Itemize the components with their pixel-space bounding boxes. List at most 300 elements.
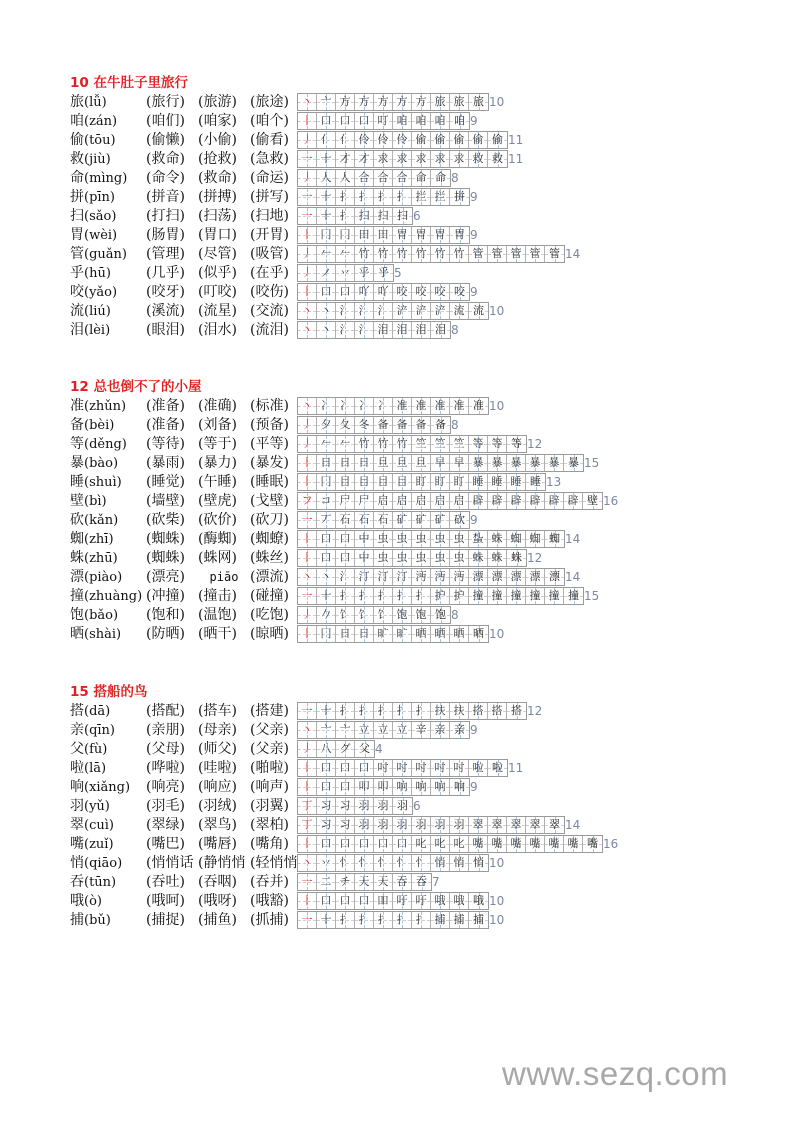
stroke-cell bbox=[317, 455, 336, 471]
stroke-count: 7 bbox=[432, 875, 440, 889]
stroke-count: 10 bbox=[489, 95, 505, 109]
example-words bbox=[146, 892, 302, 911]
stroke-glyph: 捕 bbox=[453, 913, 465, 926]
stroke-cell bbox=[545, 817, 564, 833]
stroke-cell bbox=[393, 417, 412, 433]
example-word: (交流) bbox=[250, 303, 289, 319]
stroke-cell bbox=[431, 531, 450, 547]
stroke-order-grid bbox=[297, 778, 470, 796]
example-word: (壁虎) bbox=[198, 493, 237, 509]
stroke-glyph: 丨 bbox=[301, 456, 313, 469]
stroke-count: 10 bbox=[489, 627, 505, 641]
stroke-cell bbox=[374, 113, 393, 129]
lesson-title: 12 总也倒不了的小屋 bbox=[70, 379, 202, 395]
stroke-cell bbox=[336, 817, 355, 833]
stroke-cell bbox=[507, 588, 526, 604]
example-word: (旅途) bbox=[250, 94, 289, 110]
stroke-cell bbox=[336, 455, 355, 471]
stroke-cell bbox=[317, 322, 336, 338]
stroke-cell bbox=[431, 912, 450, 928]
stroke-cell bbox=[298, 626, 317, 642]
stroke-cell bbox=[564, 588, 583, 604]
stroke-glyph: 口 bbox=[339, 780, 351, 793]
stroke-cell bbox=[393, 607, 412, 623]
lesson-section bbox=[70, 683, 619, 930]
example-word: (晾晒) bbox=[250, 626, 289, 642]
stroke-cell bbox=[431, 170, 450, 186]
example-word: (吸管) bbox=[250, 246, 289, 262]
character: 备 bbox=[70, 417, 84, 433]
stroke-glyph: 饱 bbox=[435, 608, 446, 621]
character-row bbox=[70, 264, 402, 283]
stroke-order-grid bbox=[297, 435, 527, 453]
stroke-glyph: 嘴 bbox=[548, 837, 560, 850]
stroke-glyph: 口 bbox=[320, 114, 332, 127]
stroke-glyph: 石 bbox=[339, 513, 351, 526]
stroke-order-grid bbox=[297, 740, 375, 758]
character-row bbox=[70, 454, 600, 473]
example-words bbox=[146, 740, 302, 759]
stroke-glyph: 旷 bbox=[396, 627, 408, 640]
stroke-glyph: 一 bbox=[301, 875, 313, 888]
stroke-glyph: 扌 bbox=[377, 589, 389, 602]
stroke-glyph: 十 bbox=[320, 704, 332, 717]
stroke-cell bbox=[298, 265, 317, 281]
stroke-glyph: 漂 bbox=[510, 570, 522, 583]
stroke-glyph: 目 bbox=[358, 475, 370, 488]
stroke-cell bbox=[412, 626, 431, 642]
stroke-glyph: 拼 bbox=[454, 190, 465, 203]
stroke-cell bbox=[336, 417, 355, 433]
stroke-cell bbox=[393, 836, 412, 852]
stroke-cell bbox=[317, 626, 336, 642]
stroke-cell bbox=[393, 493, 412, 509]
stroke-glyph: 拦 bbox=[415, 190, 427, 203]
stroke-cell bbox=[469, 760, 488, 776]
pinyin: (shài) bbox=[84, 627, 122, 642]
stroke-cell bbox=[412, 703, 431, 719]
stroke-glyph: 辟 bbox=[567, 494, 579, 507]
example-word: (砍柴) bbox=[146, 512, 185, 528]
stroke-cell bbox=[355, 607, 374, 623]
example-words bbox=[146, 873, 302, 892]
example-word: (亲朋) bbox=[146, 722, 185, 738]
stroke-cell bbox=[450, 151, 469, 167]
character: 等 bbox=[70, 436, 84, 452]
stroke-cell bbox=[298, 874, 317, 890]
stroke-cell bbox=[317, 284, 336, 300]
example-word: (咱们) bbox=[146, 113, 185, 129]
character-row bbox=[70, 169, 459, 188]
stroke-cell bbox=[469, 94, 488, 110]
character-heading bbox=[70, 226, 146, 245]
character-row bbox=[70, 435, 543, 454]
stroke-cell bbox=[336, 284, 355, 300]
stroke-glyph: 胃 bbox=[454, 228, 465, 241]
pinyin: (lā) bbox=[84, 761, 107, 776]
stroke-glyph: 救 bbox=[472, 152, 484, 165]
stroke-glyph: 口 bbox=[320, 780, 332, 793]
stroke-glyph: 一 bbox=[301, 513, 313, 526]
stroke-cell bbox=[336, 798, 355, 814]
stroke-glyph: 丨 bbox=[301, 532, 313, 545]
stroke-glyph: 口 bbox=[339, 837, 351, 850]
stroke-glyph: 蛛 bbox=[491, 551, 503, 564]
stroke-cell bbox=[317, 836, 336, 852]
stroke-cell bbox=[374, 893, 393, 909]
stroke-glyph: 叱 bbox=[415, 837, 427, 850]
pinyin: (lèi) bbox=[84, 323, 111, 338]
example-word: (悄悄话 bbox=[146, 855, 194, 871]
stroke-glyph: 嘴 bbox=[529, 837, 541, 850]
stroke-count: 12 bbox=[527, 551, 543, 565]
stroke-cell bbox=[355, 94, 374, 110]
stroke-cell bbox=[336, 208, 355, 224]
stroke-glyph: 旦 bbox=[377, 456, 389, 469]
stroke-cell bbox=[355, 284, 374, 300]
stroke-cell bbox=[355, 836, 374, 852]
character-heading bbox=[70, 264, 146, 283]
stroke-order-grid bbox=[297, 397, 489, 415]
stroke-glyph: 偷 bbox=[415, 133, 427, 146]
stroke-glyph: 扌 bbox=[358, 589, 370, 602]
stroke-glyph: 等 bbox=[491, 437, 503, 450]
stroke-glyph: 蛛 bbox=[511, 551, 522, 564]
pinyin: (bǔ) bbox=[84, 913, 111, 928]
stroke-glyph: 才 bbox=[339, 152, 351, 165]
stroke-glyph: 𠂉 bbox=[320, 247, 332, 260]
stroke-cell bbox=[374, 550, 393, 566]
stroke-glyph: 口 bbox=[320, 285, 332, 298]
stroke-cell bbox=[488, 817, 507, 833]
stroke-glyph: 咬 bbox=[415, 285, 427, 298]
stroke-cell bbox=[393, 170, 412, 186]
stroke-glyph: 口 bbox=[358, 894, 370, 907]
character-heading bbox=[70, 911, 146, 930]
stroke-cell bbox=[507, 550, 526, 566]
stroke-cell bbox=[317, 208, 336, 224]
stroke-cell bbox=[336, 189, 355, 205]
stroke-glyph: 命 bbox=[435, 171, 446, 184]
stroke-cell bbox=[374, 703, 393, 719]
example-word: (搭建) bbox=[250, 703, 289, 719]
example-word: (哇啦) bbox=[198, 760, 237, 776]
stroke-cell bbox=[355, 417, 374, 433]
stroke-cell bbox=[374, 493, 393, 509]
stroke-cell bbox=[298, 817, 317, 833]
stroke-glyph: 竺 bbox=[415, 437, 427, 450]
stroke-glyph: 护 bbox=[453, 589, 465, 602]
character-heading bbox=[70, 93, 146, 112]
stroke-glyph: 扌 bbox=[415, 704, 427, 717]
pinyin: (zhǔn) bbox=[84, 399, 127, 414]
character-row bbox=[70, 283, 478, 302]
stroke-cell bbox=[374, 626, 393, 642]
stroke-glyph: 叮 bbox=[377, 114, 389, 127]
stroke-count: 9 bbox=[470, 723, 478, 737]
stroke-cell bbox=[412, 151, 431, 167]
stroke-cell bbox=[317, 703, 336, 719]
stroke-cell bbox=[431, 113, 450, 129]
stroke-glyph: 管 bbox=[472, 247, 484, 260]
stroke-glyph: 饣 bbox=[358, 608, 370, 621]
stroke-cell bbox=[431, 94, 450, 110]
stroke-count: 14 bbox=[565, 818, 581, 832]
stroke-cell bbox=[393, 151, 412, 167]
stroke-cell bbox=[412, 474, 431, 490]
example-words bbox=[146, 568, 302, 587]
stroke-count: 9 bbox=[470, 780, 478, 794]
stroke-cell bbox=[317, 94, 336, 110]
stroke-cell bbox=[412, 722, 431, 738]
stroke-cell bbox=[393, 703, 412, 719]
stroke-cell bbox=[412, 779, 431, 795]
example-words bbox=[146, 473, 302, 492]
stroke-cell bbox=[450, 398, 469, 414]
stroke-cell bbox=[336, 303, 355, 319]
stroke-glyph: 丶 bbox=[301, 399, 313, 412]
stroke-glyph: 求 bbox=[377, 152, 389, 165]
stroke-glyph: 尸 bbox=[339, 494, 351, 507]
stroke-cell bbox=[583, 493, 602, 509]
stroke-cell bbox=[374, 94, 393, 110]
stroke-glyph: 砍 bbox=[454, 513, 465, 526]
stroke-order-grid bbox=[297, 511, 470, 529]
stroke-cell bbox=[298, 151, 317, 167]
stroke-cell bbox=[355, 893, 374, 909]
example-word: (准确) bbox=[198, 398, 237, 414]
stroke-cell bbox=[412, 132, 431, 148]
stroke-cell bbox=[450, 588, 469, 604]
stroke-cell bbox=[393, 722, 412, 738]
example-word: (胃口) bbox=[198, 227, 237, 243]
stroke-glyph: 乎 bbox=[378, 266, 389, 279]
stroke-cell bbox=[526, 817, 545, 833]
stroke-glyph: 八 bbox=[320, 742, 332, 755]
stroke-cell bbox=[336, 550, 355, 566]
stroke-cell bbox=[298, 208, 317, 224]
character: 晒 bbox=[70, 626, 84, 642]
stroke-cell bbox=[393, 398, 412, 414]
stroke-cell bbox=[393, 189, 412, 205]
stroke-glyph: 扶 bbox=[434, 704, 446, 717]
stroke-cell bbox=[336, 912, 355, 928]
character-heading bbox=[70, 454, 146, 473]
character-row bbox=[70, 207, 421, 226]
character-heading bbox=[70, 492, 146, 511]
example-word: (翠柏) bbox=[250, 817, 289, 833]
stroke-cell bbox=[431, 817, 450, 833]
stroke-glyph: 亻 bbox=[339, 133, 351, 146]
stroke-glyph: 蜘 bbox=[549, 532, 560, 545]
stroke-cell bbox=[469, 436, 488, 452]
stroke-cell bbox=[317, 417, 336, 433]
stroke-glyph: 竹 bbox=[415, 247, 427, 260]
stroke-cell bbox=[355, 741, 374, 757]
example-word: (抢救) bbox=[198, 151, 237, 167]
stroke-glyph: 二 bbox=[320, 875, 332, 888]
stroke-cell bbox=[374, 246, 393, 262]
stroke-cell bbox=[336, 436, 355, 452]
stroke-cell bbox=[355, 113, 374, 129]
stroke-order-grid bbox=[297, 416, 451, 434]
stroke-cell bbox=[469, 151, 488, 167]
stroke-cell bbox=[355, 760, 374, 776]
stroke-cell bbox=[355, 227, 374, 243]
stroke-cell bbox=[507, 474, 526, 490]
example-word: (肠胃) bbox=[146, 227, 185, 243]
stroke-cell bbox=[431, 284, 450, 300]
stroke-cell bbox=[545, 493, 564, 509]
stroke-glyph: 日 bbox=[358, 456, 370, 469]
example-word: (急救) bbox=[250, 151, 289, 167]
stroke-count: 5 bbox=[394, 266, 402, 280]
example-words bbox=[146, 397, 302, 416]
stroke-glyph: 方 bbox=[415, 95, 427, 108]
lesson-section bbox=[70, 74, 581, 340]
stroke-glyph: 辟 bbox=[510, 494, 522, 507]
stroke-glyph: 饣 bbox=[339, 608, 351, 621]
example-word: (等于) bbox=[198, 436, 237, 452]
stroke-cell bbox=[374, 151, 393, 167]
stroke-cell bbox=[450, 512, 469, 528]
character: 管 bbox=[70, 246, 84, 262]
stroke-glyph: 丷 bbox=[320, 856, 332, 869]
example-words bbox=[146, 207, 302, 226]
stroke-glyph: 晒 bbox=[415, 627, 427, 640]
example-word: (轻悄悄 bbox=[250, 855, 298, 871]
stroke-cell bbox=[355, 588, 374, 604]
stroke-glyph: 饱 bbox=[396, 608, 408, 621]
example-word: (父母) bbox=[146, 741, 185, 757]
character-row bbox=[70, 702, 543, 721]
example-words bbox=[146, 854, 302, 873]
stroke-glyph: 羽 bbox=[377, 799, 389, 812]
example-words bbox=[146, 625, 302, 644]
stroke-cell bbox=[298, 893, 317, 909]
example-word: (冲撞) bbox=[146, 588, 185, 604]
stroke-glyph: 流 bbox=[473, 304, 484, 317]
stroke-glyph: 虫 bbox=[415, 532, 427, 545]
stroke-glyph: 丶 bbox=[301, 723, 313, 736]
character: 壁 bbox=[70, 493, 84, 509]
stroke-glyph: 偷 bbox=[472, 133, 484, 146]
character: 泪 bbox=[70, 322, 84, 338]
stroke-cell bbox=[317, 531, 336, 547]
stroke-glyph: 准 bbox=[415, 399, 427, 412]
character: 胃 bbox=[70, 227, 84, 243]
stroke-glyph: 翠 bbox=[472, 818, 484, 831]
stroke-cell bbox=[526, 246, 545, 262]
stroke-cell bbox=[393, 94, 412, 110]
stroke-cell bbox=[317, 113, 336, 129]
stroke-count: 10 bbox=[489, 913, 505, 927]
stroke-cell bbox=[298, 227, 317, 243]
stroke-cell bbox=[431, 512, 450, 528]
character: 命 bbox=[70, 170, 84, 186]
stroke-cell bbox=[393, 626, 412, 642]
stroke-glyph: 扫 bbox=[377, 209, 389, 222]
stroke-cell bbox=[336, 855, 355, 871]
stroke-glyph: 亠 bbox=[339, 723, 351, 736]
stroke-glyph: 翠 bbox=[549, 818, 560, 831]
example-word: (等待) bbox=[146, 436, 185, 452]
example-word: (命运) bbox=[250, 170, 289, 186]
stroke-count: 9 bbox=[470, 285, 478, 299]
stroke-cell bbox=[374, 436, 393, 452]
stroke-glyph: 竺 bbox=[434, 437, 446, 450]
example-word: (几乎) bbox=[146, 265, 185, 281]
stroke-cell bbox=[336, 474, 355, 490]
stroke-cell bbox=[412, 170, 431, 186]
stroke-cell bbox=[374, 227, 393, 243]
character-row bbox=[70, 245, 581, 264]
stroke-glyph: 冫 bbox=[320, 399, 332, 412]
stroke-cell bbox=[298, 760, 317, 776]
example-word: (哦豁) bbox=[250, 893, 289, 909]
stroke-glyph: 蚻 bbox=[472, 532, 484, 545]
example-word: (咬伤) bbox=[250, 284, 289, 300]
pinyin: (yǔ) bbox=[84, 799, 110, 814]
example-words bbox=[146, 283, 302, 302]
stroke-glyph: 虫 bbox=[453, 532, 465, 545]
stroke-cell bbox=[374, 760, 393, 776]
stroke-cell bbox=[393, 322, 412, 338]
stroke-glyph: 十 bbox=[320, 190, 332, 203]
stroke-glyph: 扌 bbox=[396, 913, 408, 926]
stroke-cell bbox=[298, 94, 317, 110]
stroke-cell bbox=[317, 227, 336, 243]
stroke-glyph: 等 bbox=[511, 437, 522, 450]
character: 哦 bbox=[70, 893, 84, 909]
character-heading bbox=[70, 473, 146, 492]
stroke-count: 12 bbox=[527, 437, 543, 451]
stroke-glyph: 管 bbox=[529, 247, 541, 260]
stroke-cell bbox=[469, 303, 488, 319]
example-word: (哗啦) bbox=[146, 760, 185, 776]
character-heading bbox=[70, 835, 146, 854]
stroke-cell bbox=[450, 113, 469, 129]
example-word: (打扫) bbox=[146, 208, 185, 224]
stroke-glyph: 撞 bbox=[491, 589, 503, 602]
stroke-cell bbox=[336, 531, 355, 547]
stroke-glyph: 方 bbox=[339, 95, 351, 108]
stroke-glyph: コ bbox=[320, 494, 332, 507]
stroke-glyph: 冫 bbox=[377, 399, 389, 412]
stroke-glyph: 十 bbox=[320, 152, 332, 165]
stroke-cell bbox=[450, 703, 469, 719]
character-row bbox=[70, 625, 505, 644]
stroke-glyph: 丶 bbox=[320, 570, 332, 583]
stroke-glyph: 吞 bbox=[396, 875, 408, 888]
stroke-cell bbox=[507, 493, 526, 509]
stroke-order-grid bbox=[297, 150, 508, 168]
stroke-glyph: 咬 bbox=[396, 285, 408, 298]
stroke-cell bbox=[317, 436, 336, 452]
stroke-cell bbox=[374, 874, 393, 890]
stroke-cell bbox=[374, 607, 393, 623]
stroke-glyph: 咬 bbox=[434, 285, 446, 298]
stroke-order-grid bbox=[297, 530, 565, 548]
stroke-cell bbox=[412, 569, 431, 585]
example-word: (父亲) bbox=[250, 722, 289, 738]
example-word: (响亮) bbox=[146, 779, 185, 795]
stroke-cell bbox=[393, 588, 412, 604]
stroke-cell bbox=[450, 132, 469, 148]
stroke-cell bbox=[298, 436, 317, 452]
stroke-cell bbox=[412, 607, 431, 623]
stroke-cell bbox=[336, 322, 355, 338]
